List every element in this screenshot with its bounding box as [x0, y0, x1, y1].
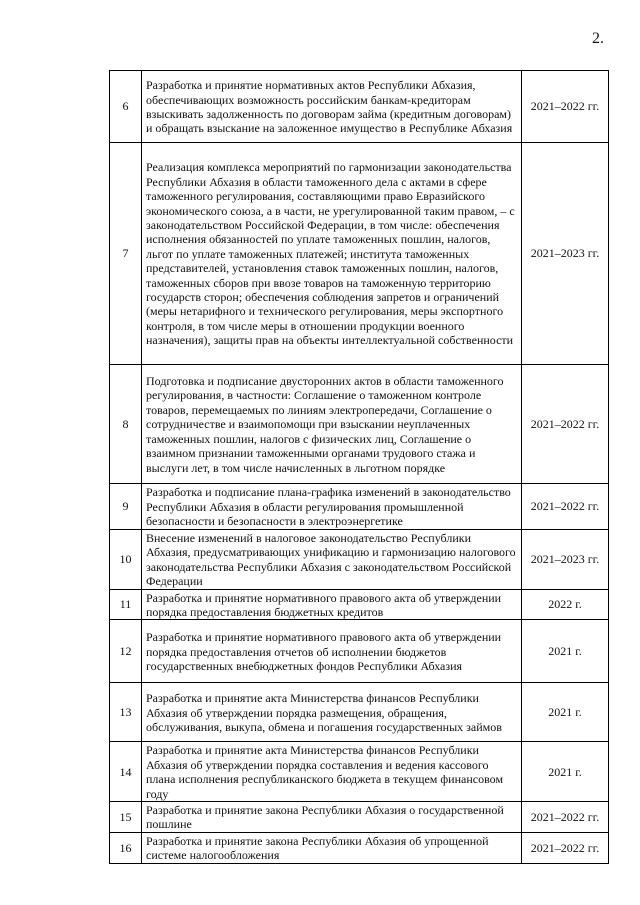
- table-row: [110, 365, 609, 484]
- row-number: 13: [110, 683, 142, 742]
- implementation-period: 2022 г.: [522, 589, 609, 620]
- implementation-period: 2021 г.: [522, 742, 609, 802]
- table-row: [110, 683, 609, 742]
- row-number: 12: [110, 620, 142, 683]
- row-number: 8: [110, 365, 142, 484]
- measure-description: Разработка и принятие закона Республики Абхазия о государственной пошлине: [142, 802, 522, 833]
- measure-description: Разработка и принятие нормативного правового акта об утверждении порядка предоставления бюджетных кредитов: [142, 589, 522, 620]
- implementation-period: 2021–2023 гг.: [522, 530, 609, 590]
- row-number: 15: [110, 802, 142, 833]
- implementation-period: 2021 г.: [522, 683, 609, 742]
- measure-description: Разработка и принятие закона Республики Абхазия об упрощенной системе налогообложения: [142, 832, 522, 863]
- implementation-period: 2021 г.: [522, 620, 609, 683]
- implementation-period: 2021–2022 гг.: [522, 832, 609, 863]
- implementation-period: 2021–2022 гг.: [522, 365, 609, 484]
- measure-description: Разработка и принятие акта Министерства финансов Республики Абхазия об утверждении порядка размещения, обращения, обслуживания, выкупа, обмена и погашения государственных займов: [142, 683, 522, 742]
- measure-description: Реализация комплекса мероприятий по гармонизации законодательства Республики Абхазия в области таможенного дела с актами в сфере таможенного регулирования, составляющими право Евразийского экономического союза, а в части, не урегулированной таким правом, – с законодательством Российской Федерации, в том числе: обеспечения исполнения обязанностей по уплате таможенных пошлин, налогов, льгот по уплате таможенных платежей; института таможенных представителей, установления ставок таможенных пошлин, налогов, таможенных сборов при ввозе товаров на таможенную территорию государств сторон; обеспечения соблюдения запретов и ограничений (меры нетарифного и технического регулирования, меры экспортного контроля, в том числе меры в отношении продукции военного назначения), защиты прав на объекты интеллектуальной собственности: [142, 143, 522, 365]
- implementation-period: 2021–2022 гг.: [522, 71, 609, 143]
- table-row: [110, 530, 609, 590]
- row-number: 6: [110, 71, 142, 143]
- table-row: [110, 742, 609, 802]
- implementation-period: 2021–2022 гг.: [522, 802, 609, 833]
- row-number: 7: [110, 143, 142, 365]
- measure-description: Разработка и принятие нормативного правового акта об утверждении порядка предоставления отчетов об исполнении бюджетов государственных внебюджетных фондов Республики Абхазия: [142, 620, 522, 683]
- row-number: 14: [110, 742, 142, 802]
- table-row: [110, 71, 609, 143]
- page-number: 2.: [592, 30, 604, 47]
- table-row: [110, 143, 609, 365]
- implementation-period: 2021–2023 гг.: [522, 143, 609, 365]
- table-row: [110, 484, 609, 530]
- row-number: 16: [110, 832, 142, 863]
- table-row: [110, 832, 609, 863]
- measure-description: Подготовка и подписание двусторонних актов в области таможенного регулирования, в частности: Соглашение о таможенном контроле товаров, перемещаемых по линиям электропередачи, Соглашение о сотрудничестве и взаимопомощи при взыскании неуплаченных таможенных пошлин, налогов с физических лиц, Соглашение о взаимном признании таможенными органами трудового стажа и выслуги лет, в том числе начисленных в льготном порядке: [142, 365, 522, 484]
- table-row: [110, 620, 609, 683]
- measure-description: Внесение изменений в налоговое законодательство Республики Абхазия, предусматривающих унификацию и гармонизацию налогового законодательства Республики Абхазия с законодательством Российской Федерации: [142, 530, 522, 590]
- row-number: 10: [110, 530, 142, 590]
- measure-description: Разработка и подписание плана-графика изменений в законодательство Республики Абхазия в области регулирования промышленной безопасности и безопасности в электроэнергетике: [142, 484, 522, 530]
- implementation-period: 2021–2022 гг.: [522, 484, 609, 530]
- row-number: 11: [110, 589, 142, 620]
- measures-table: [109, 70, 609, 864]
- row-number: 9: [110, 484, 142, 530]
- measure-description: Разработка и принятие нормативных актов Республики Абхазия, обеспечивающих возможность российским банкам-кредиторам взыскивать задолженность по договорам займа (кредитным договорам) и обращать взыскание на заложенное имущество в Республике Абхазия: [142, 71, 522, 143]
- table-row: [110, 802, 609, 833]
- measure-description: Разработка и принятие акта Министерства финансов Республики Абхазия об утверждении порядка составления и ведения кассового плана исполнения республиканского бюджета в текущем финансовом году: [142, 742, 522, 802]
- table-row: [110, 589, 609, 620]
